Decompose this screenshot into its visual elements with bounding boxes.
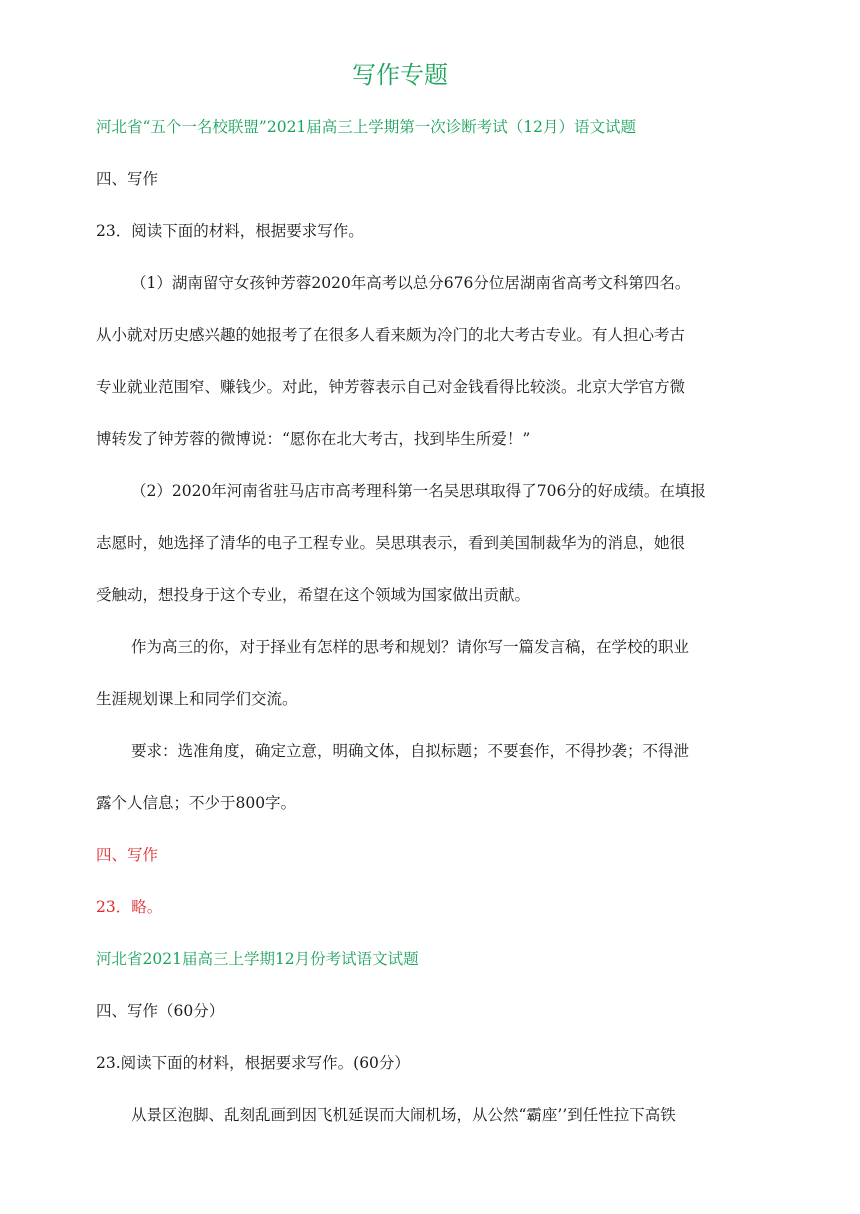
answer-text: 23．略。 <box>96 898 163 916</box>
question-1: 23．阅读下面的材料，根据要求写作。 <box>96 222 364 240</box>
part-heading-2: 四、写作（60分） <box>96 1002 225 1020</box>
material-3-line-1: 从景区泡脚、乱刻乱画到因飞机延误而大闹机场，从公然“霸座’’到任性拉下高铁 <box>131 1106 676 1124</box>
task-line-1: 作为高三的你，对于择业有怎样的思考和规划？请你写一篇发言稿，在学校的职业 <box>131 638 690 656</box>
material-2-line-2: 志愿时，她选择了清华的电子工程专业。吴思琪表示，看到美国制裁华为的消息，她很 <box>96 534 686 552</box>
part-heading-1: 四、写作 <box>96 170 159 188</box>
material-1-line-4: 博转发了钟芳蓉的微博说：“愿你在北大考古，找到毕生所爱！” <box>96 430 531 448</box>
requirements-line-2: 露个人信息；不少于800字。 <box>96 794 297 812</box>
material-1-line-3: 专业就业范围窄、赚钱少。对此，钟芳蓉表示自己对金钱看得比较淡。北京大学官方微 <box>96 378 686 396</box>
source-heading-1: 河北省“五个一名校联盟”2021届高三上学期第一次诊断考试（12月）语文试题 <box>96 118 637 136</box>
requirements-line-1: 要求：选准角度，确定立意，明确文体，自拟标题；不要套作，不得抄袭；不得泄 <box>131 742 690 760</box>
answer-heading: 四、写作 <box>96 846 159 864</box>
page-title: 写作专题 <box>352 61 448 89</box>
question-2: 23.阅读下面的材料，根据要求写作。(60分） <box>96 1054 410 1072</box>
material-2-line-1: （2）2020年河南省驻马店市高考理科第一名吴思琪取得了706分的好成绩。在填报 <box>131 482 706 500</box>
material-2-line-3: 受触动，想投身于这个专业，希望在这个领域为国家做出贡献。 <box>96 586 531 604</box>
material-1-line-2: 从小就对历史感兴趣的她报考了在很多人看来颇为冷门的北大考古专业。有人担心考古 <box>96 326 686 344</box>
material-1-line-1: （1）湖南留守女孩钟芳蓉2020年高考以总分676分位居湖南省高考文科第四名。 <box>131 274 691 292</box>
source-heading-2: 河北省2021届高三上学期12月份考试语文试题 <box>96 950 419 968</box>
task-line-2: 生涯规划课上和同学们交流。 <box>96 690 298 708</box>
